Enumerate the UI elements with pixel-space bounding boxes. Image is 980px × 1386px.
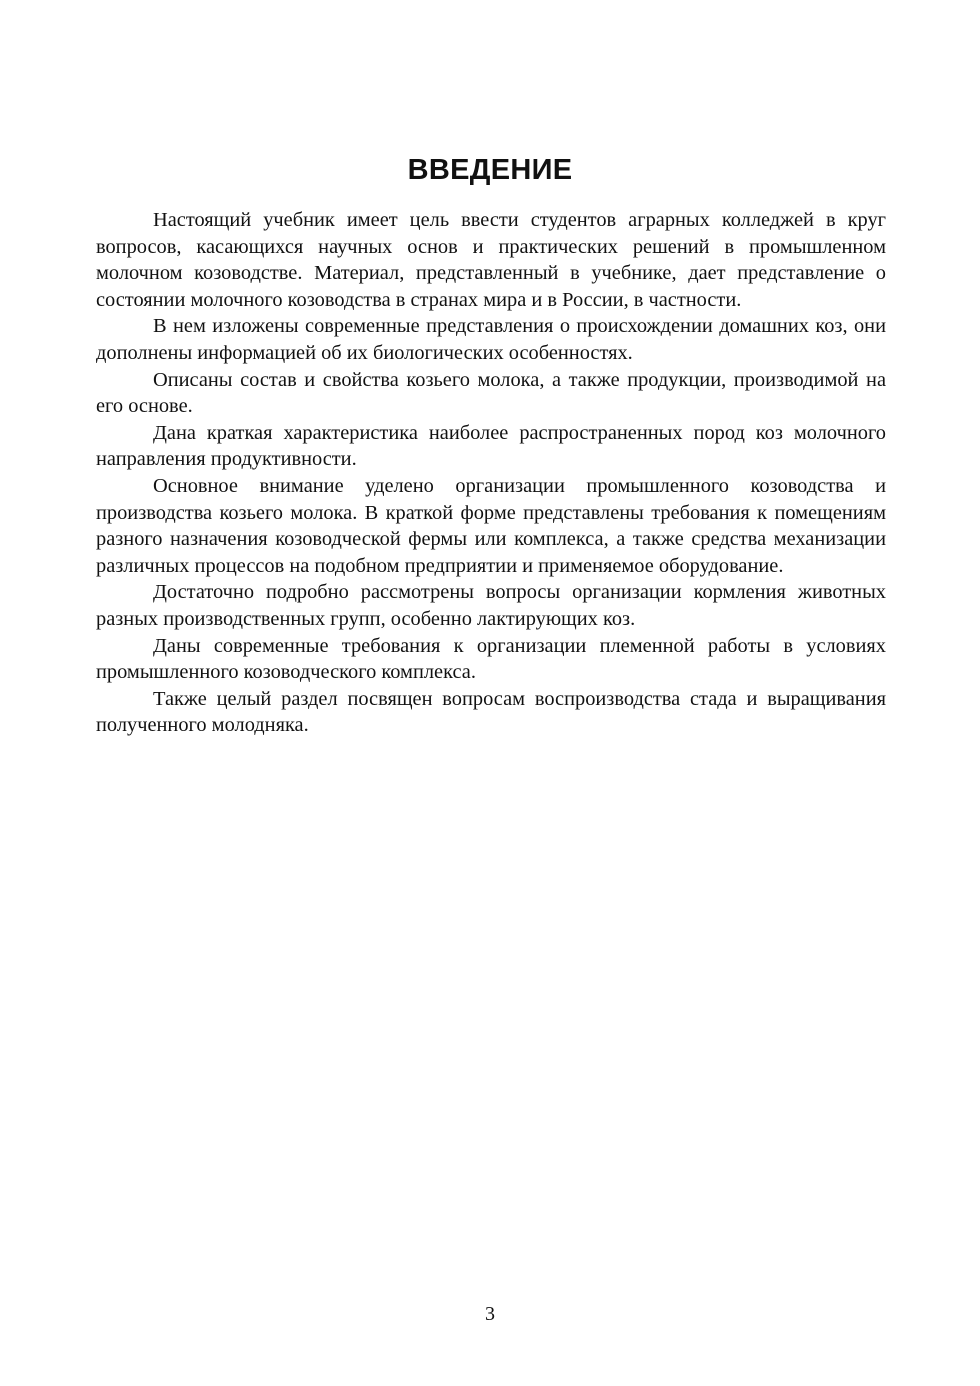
paragraph: Описаны состав и свойства козьего молока, а также продукции, производимой на его основе.	[96, 368, 886, 418]
paragraph: Дана краткая характеристика наиболее распространенных пород коз молочного направления продуктивности.	[96, 421, 886, 471]
paragraph: Настоящий учебник имеет цель ввести студентов аграрных колледжей в круг вопросов, касающихся научных основ и практических решений в промышленном молочном козоводстве. Материал, представленный в учебнике, дает представление о состоянии молочного козоводства в странах мира и в России, в частности.	[96, 209, 886, 311]
page-title: ВВЕДЕНИЕ	[407, 154, 573, 186]
paragraph: Даны современные требования к организации племенной работы в условиях промышленного козоводческого комплекса.	[96, 634, 886, 684]
paragraph: Также целый раздел посвящен вопросам воспроизводства стада и выращивания полученного молодняка.	[96, 687, 886, 737]
paragraph: Основное внимание уделено организации промышленного козоводства и производства козьего молока. В краткой форме представлены требования к помещениям разного назначения козоводческой фермы или комплекса, а также средства механизации различных процессов на подобном предприятии и применяемое оборудование.	[96, 474, 886, 577]
body-text	[96, 207, 886, 739]
page-number: 3	[485, 1303, 495, 1325]
paragraph: В нем изложены современные представления о происхождении домашних коз, они дополнены информацией об их биологических особенностях.	[96, 315, 886, 364]
paragraph: Достаточно подробно рассмотрены вопросы организации кормления животных разных производственных групп, особенно лактирующих коз.	[96, 581, 886, 630]
